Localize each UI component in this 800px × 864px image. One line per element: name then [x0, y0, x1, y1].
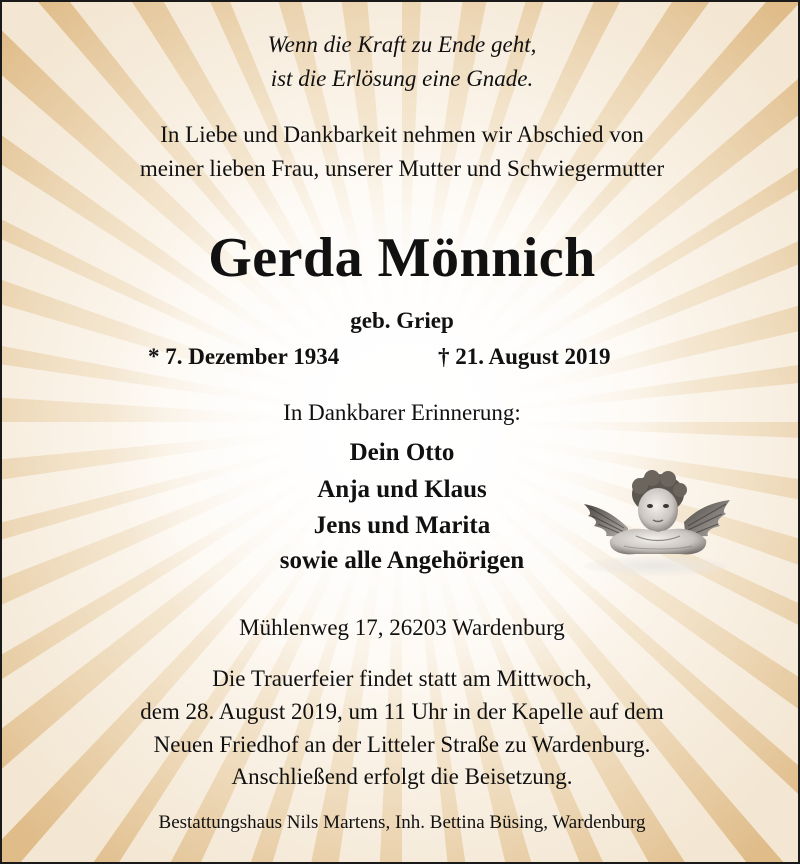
life-dates: [2, 344, 800, 374]
mourner-4: sowie alle Angehörigen: [279, 547, 525, 574]
mourner-1: Dein Otto: [349, 439, 455, 466]
service-line-1: Die Trauerfeier findet statt am Mittwoch,: [212, 666, 592, 691]
intro-line-1: In Liebe und Dankbarkeit nehmen wir Abschied von: [160, 122, 644, 147]
notice-content: [2, 2, 800, 864]
service-line-4: Anschließend erfolgt die Beisetzung.: [231, 764, 573, 789]
cherub-angel-icon: [580, 470, 732, 576]
mourner-2: Anja und Klaus: [317, 476, 487, 503]
deceased-name: Gerda Mönnich: [208, 227, 596, 289]
maiden-name: geb. Griep: [350, 308, 454, 333]
motto-line-1: Wenn die Kraft zu Ende geht,: [267, 32, 537, 57]
funeral-home-footer: Bestattungshaus Nils Martens, Inh. Bettina Büsing, Wardenburg: [158, 812, 646, 833]
death-date: † 21. August 2019: [438, 344, 611, 369]
intro-line-2: meiner lieben Frau, unserer Mutter und Schwiegermutter: [139, 156, 665, 181]
service-line-2: dem 28. August 2019, um 11 Uhr in der Kapelle auf dem: [140, 699, 664, 724]
birth-date: * 7. Dezember 1934: [148, 344, 340, 369]
service-line-3: Neuen Friedhof an der Litteler Straße zu Wardenburg.: [153, 732, 651, 757]
mourner-3: Jens und Marita: [313, 512, 491, 539]
motto-line-2: ist die Erlösung eine Gnade.: [270, 66, 534, 91]
remembrance-heading: In Dankbarer Erinnerung:: [283, 400, 521, 425]
address: Mühlenweg 17, 26203 Wardenburg: [239, 615, 565, 640]
